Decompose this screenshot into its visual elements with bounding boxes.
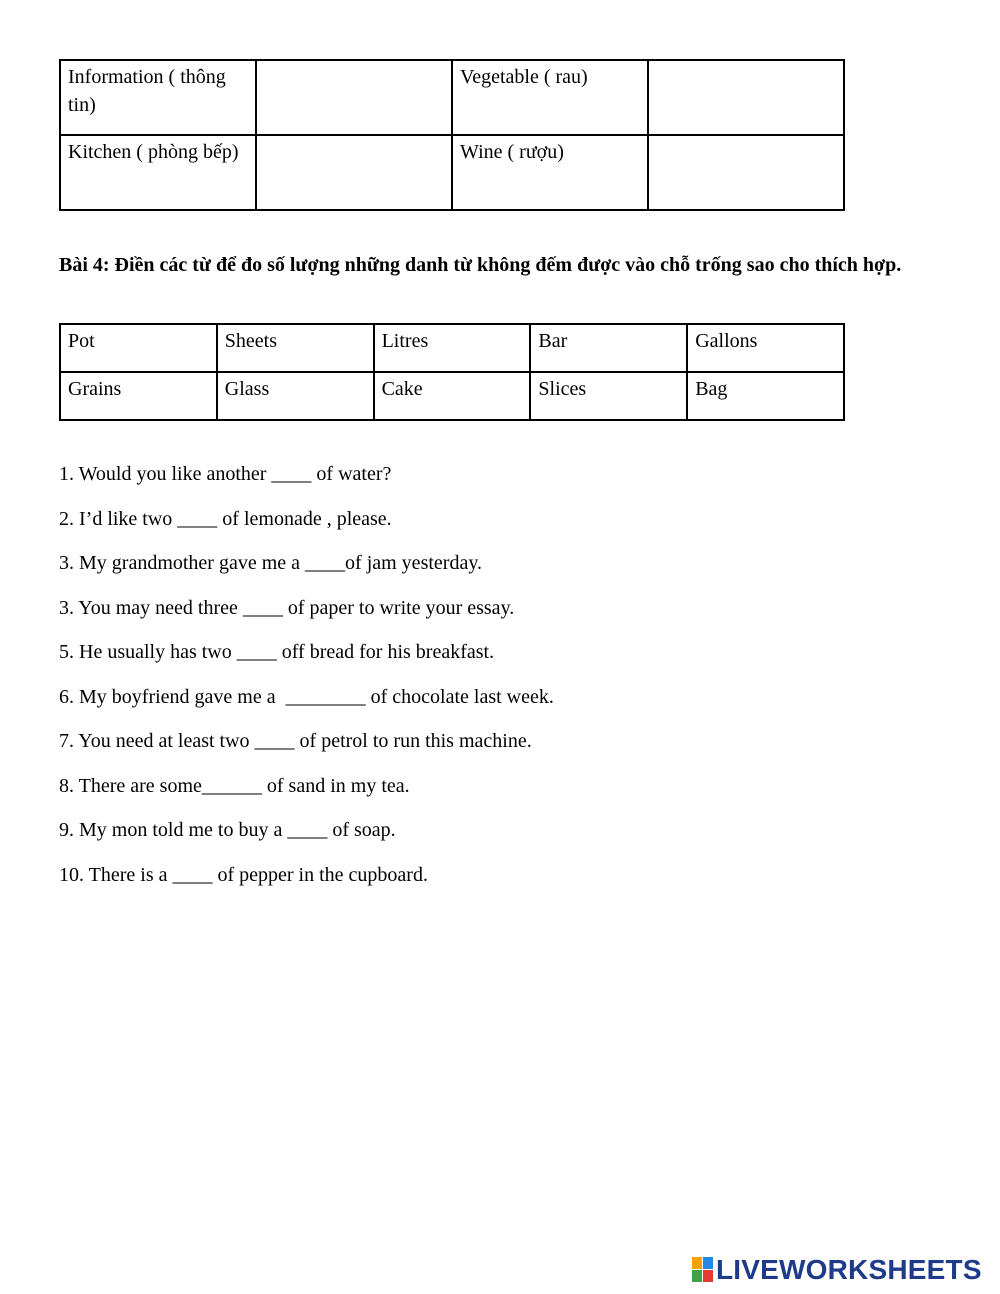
question-item: 6. My boyfriend gave me a ________ of chocolate last week. — [59, 685, 554, 708]
blocks-logo-icon — [692, 1257, 714, 1283]
word-bank-cell: Pot — [60, 324, 217, 372]
answer-cell[interactable] — [256, 135, 452, 210]
word-bank-cell: Slices — [530, 372, 687, 420]
word-bank-cell: Litres — [374, 324, 531, 372]
table-row — [60, 60, 844, 135]
word-bank-cell: Bag — [687, 372, 844, 420]
word-bank-cell: Bar — [530, 324, 687, 372]
answer-cell[interactable] — [648, 60, 844, 135]
answer-cell[interactable] — [256, 60, 452, 135]
question-item: 1. Would you like another ____ of water? — [59, 463, 392, 485]
table-row — [60, 324, 844, 372]
word-bank-cell: Gallons — [687, 324, 844, 372]
liveworksheets-logo — [692, 1254, 982, 1286]
table-cell: Vegetable ( rau) — [452, 60, 648, 135]
vocabulary-table — [59, 59, 845, 211]
question-item: 3. You may need three ____ of paper to write your essay. — [59, 596, 515, 619]
word-bank-table — [59, 323, 845, 421]
question-item: 8. There are some______ of sand in my tea. — [59, 774, 410, 797]
logo-text: LIVEWORKSHEETS — [716, 1254, 982, 1285]
table-cell: Information ( thông tin) — [60, 60, 256, 135]
table-row — [60, 372, 844, 420]
word-bank-cell: Glass — [217, 372, 374, 420]
word-bank-cell: Sheets — [217, 324, 374, 372]
question-item: 5. He usually has two ____ off bread for his breakfast. — [59, 641, 495, 663]
answer-cell[interactable] — [648, 135, 844, 210]
exercise-heading: Bài 4: Điền các từ để đo số lượng những danh từ không đếm được vào chỗ trống sao cho thích hợp. — [59, 254, 902, 276]
table-cell: Kitchen ( phòng bếp) — [60, 135, 256, 210]
question-item: 10. There is a ____ of pepper in the cupboard. — [59, 863, 428, 886]
word-bank-cell: Grains — [60, 372, 217, 420]
table-row — [60, 135, 844, 210]
question-list — [59, 460, 554, 905]
question-item: 9. My mon told me to buy a ____ of soap. — [59, 819, 396, 841]
table-cell: Wine ( rượu) — [452, 135, 648, 210]
question-item: 7. You need at least two ____ of petrol to run this machine. — [59, 730, 532, 752]
question-item: 3. My grandmother gave me a ____of jam yesterday. — [59, 552, 483, 574]
question-item: 2. I’d like two ____ of lemonade , please. — [59, 507, 392, 530]
word-bank-cell: Cake — [374, 372, 531, 420]
